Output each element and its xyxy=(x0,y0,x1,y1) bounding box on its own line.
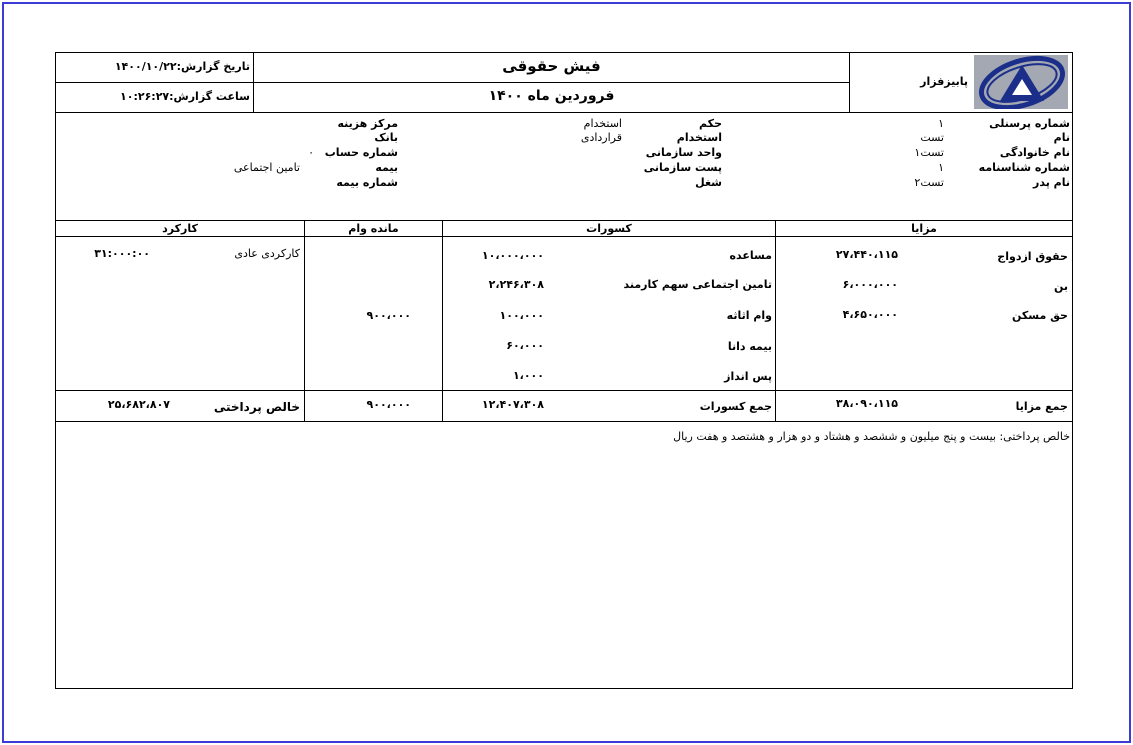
deduction-label: بیمه دانا xyxy=(727,340,772,353)
bank-label: بانک xyxy=(374,131,398,144)
insurance-value: تامین اجتماعی xyxy=(233,161,300,174)
net-pay-in-words: خالص پرداختی: بیست و پنج میلیون و ششصد و هشتاد و دو هزار و هشتصد و هفت ریال xyxy=(673,430,1070,443)
deduction-value: ۲،۲۴۶،۳۰۸ xyxy=(488,278,544,291)
work-value: ۳۱:۰۰۰:۰۰ xyxy=(94,247,150,260)
net-pay-value: ۲۵،۶۸۲،۸۰۷ xyxy=(107,398,170,411)
deduction-label: پس انداز xyxy=(724,370,772,383)
deduction-value: ۱۰،۰۰۰،۰۰۰ xyxy=(481,249,544,262)
account-number-label: شماره حساب xyxy=(324,146,398,159)
benefit-value: ۲۷،۴۴۰،۱۱۵ xyxy=(835,248,898,261)
deduction-label: مساعده xyxy=(729,249,772,262)
decree-label: حکم xyxy=(699,117,722,130)
benefit-label: حقوق ازدواج xyxy=(997,250,1068,263)
report-date: تاریخ گزارش:۱۴۰۰/۱۰/۲۲ xyxy=(114,60,250,73)
page-title: فیش حقوقی xyxy=(502,57,601,75)
account-number-value: ۰ xyxy=(308,146,314,159)
first-name-value: تست xyxy=(920,131,944,144)
father-name-label: نام پدر xyxy=(1033,176,1070,189)
loan-balance-value: ۹۰۰،۰۰۰ xyxy=(366,309,411,322)
id-number-value: ۱ xyxy=(938,161,944,174)
org-unit-label: واحد سازمانی xyxy=(645,146,722,159)
first-name-label: نام xyxy=(1053,131,1070,144)
deduction-value: ۱۰۰،۰۰۰ xyxy=(499,309,544,322)
work-label: کارکردی عادی xyxy=(234,247,300,260)
last-name-label: نام خانوادگی xyxy=(999,146,1070,159)
work-header: کارکرد xyxy=(162,222,198,235)
benefit-label: حق مسکن xyxy=(1012,309,1068,322)
job-label: شغل xyxy=(695,176,722,189)
insurance-number-label: شماره بیمه xyxy=(336,176,398,189)
company-logo xyxy=(974,55,1068,109)
last-name-value: تست۱ xyxy=(914,146,944,159)
employment-label: استخدام xyxy=(676,131,722,144)
deduction-value: ۱،۰۰۰ xyxy=(512,369,544,382)
personnel-number-label: شماره پرسنلی xyxy=(989,117,1070,130)
benefits-total-label: جمع مزایا xyxy=(1015,400,1068,413)
benefits-header: مزایا xyxy=(911,222,937,235)
benefit-value: ۶،۰۰۰،۰۰۰ xyxy=(842,278,898,291)
company-name: پابیزفزار xyxy=(920,75,968,88)
balance-total-value: ۹۰۰،۰۰۰ xyxy=(366,398,411,411)
benefits-total-value: ۳۸،۰۹۰،۱۱۵ xyxy=(835,397,898,410)
personnel-number-value: ۱ xyxy=(938,117,944,130)
deductions-header: کسورات xyxy=(586,222,632,235)
decree-value: استخدام xyxy=(583,117,622,130)
org-post-label: پست سازمانی xyxy=(643,161,722,174)
net-pay-label: خالص پرداختی xyxy=(213,400,300,414)
id-number-label: شماره شناسنامه xyxy=(978,161,1070,174)
deductions-total-value: ۱۲،۴۰۷،۳۰۸ xyxy=(481,398,544,411)
employment-value: قراردادی xyxy=(580,131,622,144)
insurance-label: بیمه xyxy=(375,161,398,174)
deduction-label: وام اثاثه xyxy=(726,309,772,322)
deduction-value: ۶۰،۰۰۰ xyxy=(506,339,544,352)
deductions-total-label: جمع کسورات xyxy=(699,400,772,413)
benefit-value: ۴،۶۵۰،۰۰۰ xyxy=(842,308,898,321)
report-time: ساعت گزارش:۱۰:۲۶:۲۷ xyxy=(120,90,250,103)
cost-center-label: مرکز هزینه xyxy=(337,117,398,130)
loan-balance-header: مانده وام xyxy=(348,222,399,235)
deduction-label: تامین اجتماعی سهم کارمند xyxy=(623,278,772,291)
father-name-value: تست۲ xyxy=(914,176,944,189)
payslip-sheet xyxy=(55,52,1073,689)
benefit-label: بن xyxy=(1053,280,1068,293)
page-subtitle: فروردین ماه ۱۴۰۰ xyxy=(488,88,615,104)
